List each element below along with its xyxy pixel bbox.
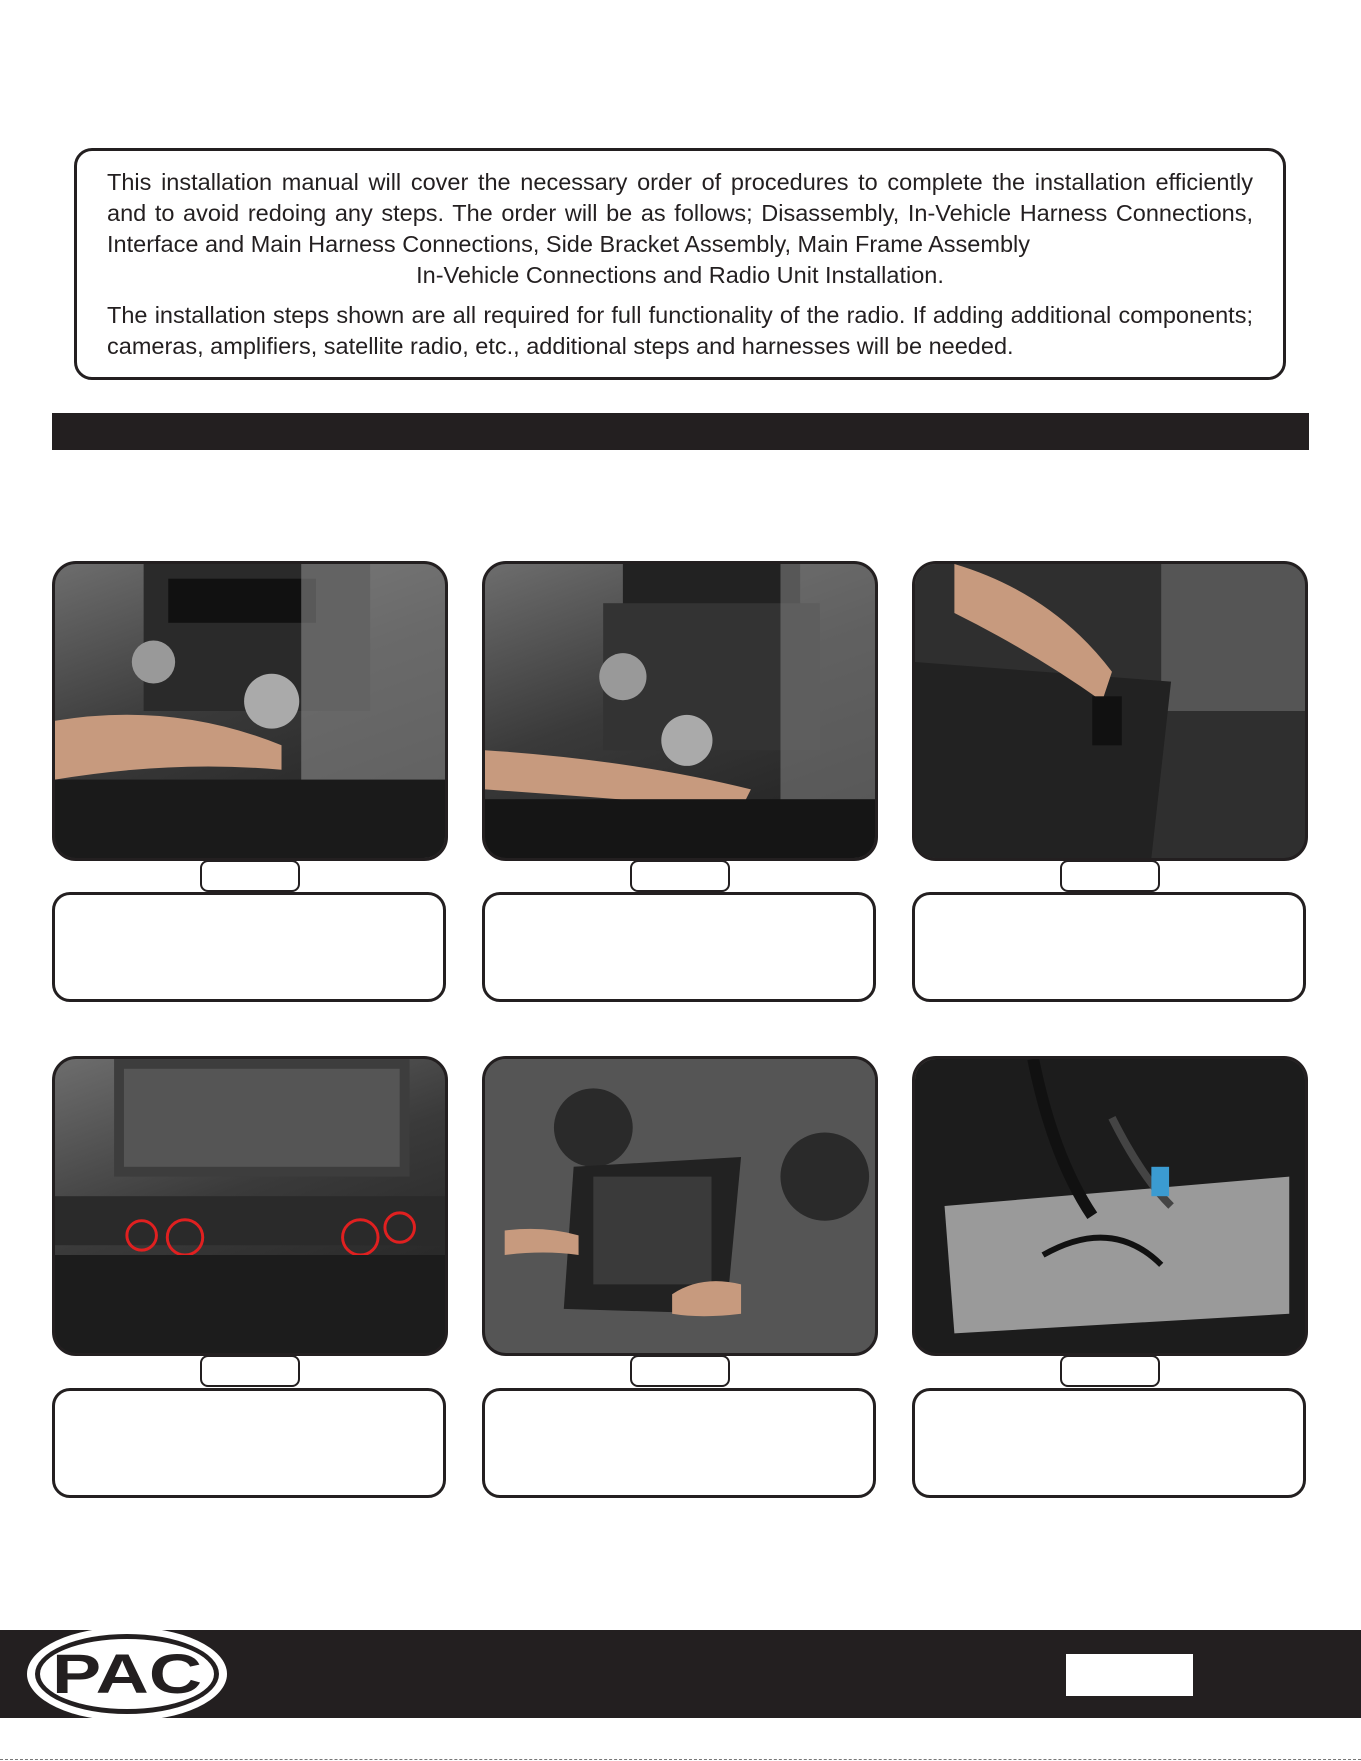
intro-box [74, 148, 1286, 380]
radio-removal-photo [482, 1056, 878, 1356]
step-caption-box [912, 1388, 1306, 1498]
radio-harness-photo [912, 1056, 1308, 1356]
dash-trim-removal-photo [52, 561, 448, 861]
step-caption-box [482, 892, 876, 1002]
pac-logo [24, 1624, 230, 1724]
intro-paragraph-2: The installation steps shown are all required for full functionality of the radio. If adding additional components; cameras, amplifiers, satellite radio, etc., additional steps and harnesses will be needed. [107, 302, 1253, 359]
radio-screws-photo [52, 1056, 448, 1356]
step-caption-box [52, 892, 446, 1002]
figure-label [1060, 860, 1160, 892]
page-number-box [1066, 1654, 1193, 1696]
cut-line [0, 1759, 1361, 1760]
intro-paragraph-1 [107, 167, 1253, 291]
figure-label [200, 860, 300, 892]
climate-panel-removal-photo [482, 561, 878, 861]
step-caption-box [482, 1388, 876, 1498]
step-caption-box [912, 892, 1306, 1002]
figure-label [630, 1355, 730, 1387]
intro-paragraph-1-last: In-Vehicle Connections and Radio Unit Installation. [416, 262, 944, 288]
section-header-bar [52, 413, 1309, 450]
logo-text: PAC [52, 1642, 202, 1705]
figure-label [200, 1355, 300, 1387]
intro-paragraph-1-main: This installation manual will cover the necessary order of procedures to complete the installation efficiently and to avoid redoing any steps. The order will be as follows; Disassembly, In-Vehicle Harness Connections, Interface and Main Harness Connections, Side Bracket Assembly, Main Frame Assembly [107, 169, 1253, 257]
figure-label [630, 860, 730, 892]
step-caption-box [52, 1388, 446, 1498]
figure-label [1060, 1355, 1160, 1387]
connector-unplug-photo [912, 561, 1308, 861]
